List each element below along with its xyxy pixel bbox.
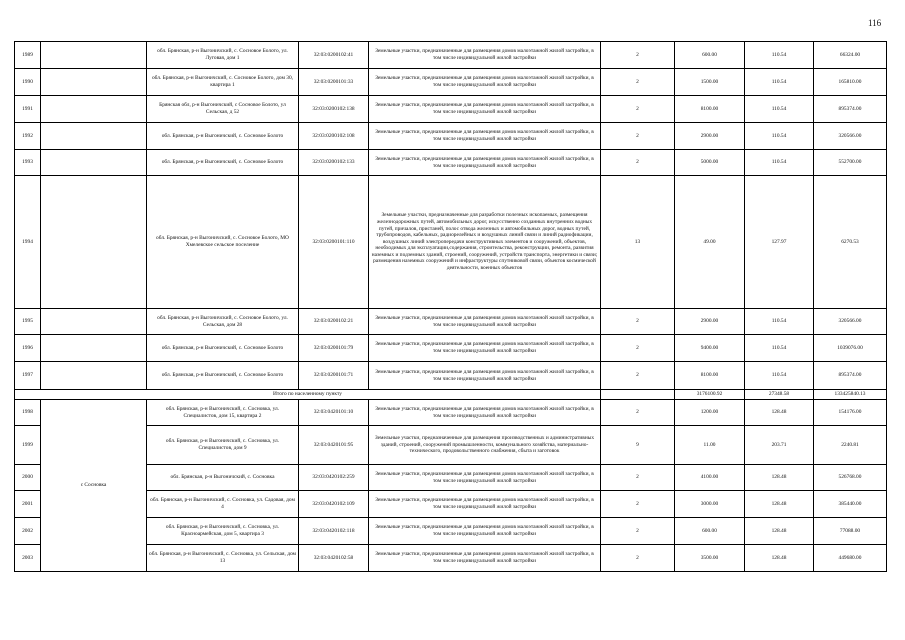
- row-number: 2002: [15, 518, 41, 545]
- cadastral-number-cell: 32:03:0200101:79: [299, 335, 369, 362]
- group-cell: 2: [601, 491, 675, 518]
- group-cell: 13: [601, 176, 675, 309]
- land-use-cell: Земельные участки, предназначенные для размещения домов малоэтажной жилой застройки, в том числе индивидуальной жилой застройки: [369, 309, 601, 335]
- land-use-cell: Земельные участки, предназначенные для размещения домов малоэтажной жилой застройки, в том числе индивидуальной жилой застройки: [369, 400, 601, 426]
- land-use-cell: Земельные участки, предназначенные для размещения домов малоэтажной жилой застройки, в том числе индивидуальной жилой застройки: [369, 96, 601, 123]
- cadastral-number-cell: 32:03:0200101:110: [299, 176, 369, 309]
- row-number: 2001: [15, 491, 41, 518]
- rate-cell: 128.48: [745, 400, 814, 426]
- row-number: 2000: [15, 465, 41, 491]
- page-number: 116: [868, 18, 882, 28]
- row-number: 1993: [15, 150, 41, 176]
- value-cell: 1039076.00: [814, 335, 887, 362]
- value-cell: 526768.00: [814, 465, 887, 491]
- address-cell: обл. Брянская, р-н Выгоничский, с. Сосновка, ул. Садовая, дом 4: [147, 491, 299, 518]
- group-cell: 2: [601, 96, 675, 123]
- land-use-cell: Земельные участки, предназначенные для размещения домов малоэтажной жилой застройки, в том числе индивидуальной жилой застройки: [369, 150, 601, 176]
- rate-cell: 110.54: [745, 123, 814, 150]
- blank-cell: [41, 176, 147, 309]
- area-cell: 8100.00: [675, 362, 745, 390]
- row-number: 1998: [15, 400, 41, 426]
- total-label: Итого по населенному пункту: [15, 390, 601, 400]
- value-cell: 385440.00: [814, 491, 887, 518]
- area-cell: 600.00: [675, 518, 745, 545]
- row-number: 1991: [15, 96, 41, 123]
- table-row: [15, 69, 887, 96]
- table-row: [15, 123, 887, 150]
- rate-cell: 110.54: [745, 96, 814, 123]
- blank-cell: [41, 309, 147, 335]
- cadastral-number-cell: 32:03:0200102:133: [299, 150, 369, 176]
- value-cell: 895374.00: [814, 96, 887, 123]
- address-cell: обл. Брянская, р-н Выгоничский, с. Сосновое Болото, ул. Сельская, дом 28: [147, 309, 299, 335]
- cadastral-number-cell: 32:03:0200102:108: [299, 123, 369, 150]
- group-cell: 2: [601, 42, 675, 69]
- table-row: [15, 150, 887, 176]
- address-cell: обл. Брянская, р-н Выгоничский, с. Сосновое Болото, ул. Луговая, дом 1: [147, 42, 299, 69]
- cadastral-number-cell: 32:03:0420102:109: [299, 491, 369, 518]
- rate-cell: 110.54: [745, 42, 814, 69]
- address-cell: обл. Брянская, р-н Выгоничский, с. Сосновое Болото: [147, 335, 299, 362]
- cadastral-number-cell: 32:03:0200102:138: [299, 96, 369, 123]
- area-cell: 9400.00: [675, 335, 745, 362]
- value-cell: 320566.00: [814, 123, 887, 150]
- group-cell: 2: [601, 518, 675, 545]
- group-cell: 2: [601, 69, 675, 96]
- land-use-cell: Земельные участки, предназначенные для размещения домов малоэтажной жилой застройки, в том числе индивидуальной жилой застройки: [369, 69, 601, 96]
- row-number: 1994: [15, 176, 41, 309]
- table-row: [15, 96, 887, 123]
- row-number: 2003: [15, 545, 41, 572]
- row-number: 1997: [15, 362, 41, 390]
- area-cell: 49.00: [675, 176, 745, 309]
- group-cell: 2: [601, 545, 675, 572]
- rate-cell: 128.48: [745, 545, 814, 572]
- table-row: [15, 176, 887, 309]
- table-row: [15, 335, 887, 362]
- rate-cell: 128.48: [745, 491, 814, 518]
- address-cell: обл. Брянская, р-н Выгоничский, с. Сосновое Болото, дом 30, квартира 1: [147, 69, 299, 96]
- group-cell: 2: [601, 362, 675, 390]
- value-cell: 154176.00: [814, 400, 887, 426]
- value-cell: 2240.81: [814, 426, 887, 465]
- address-cell: обл. Брянская, р-н Выгоничский, с. Сосновое Болото: [147, 123, 299, 150]
- blank-cell: [41, 96, 147, 123]
- row-number: 1995: [15, 309, 41, 335]
- address-cell: обл. Брянская, р-н Выгоничский, с. Сосновка, ул. Специалистов, дом 9: [147, 426, 299, 465]
- row-number: 1996: [15, 335, 41, 362]
- address-cell: обл. Брянская, р-н Выгоничский, с. Сосновка, ул. Красноармейская, дом 5, квартира 3: [147, 518, 299, 545]
- value-cell: 66324.00: [814, 42, 887, 69]
- cadastral-number-cell: 32:03:0200102:41: [299, 42, 369, 69]
- rate-cell: 203.71: [745, 426, 814, 465]
- group-cell: 2: [601, 335, 675, 362]
- row-number: 1989: [15, 42, 41, 69]
- area-cell: 1200.00: [675, 400, 745, 426]
- cadastral-number-cell: 32:03:0200101:33: [299, 69, 369, 96]
- land-use-cell: Земельные участки, предназначенные для размещения производственных и административных зданий, строений, сооружений промышленности, коммунального хозяйства, материально-технического, продовольственного снабжения, сбыта и заготовок: [369, 426, 601, 465]
- cadastral-number-cell: 32:03:0420101:95: [299, 426, 369, 465]
- rate-cell: 110.54: [745, 362, 814, 390]
- cadastral-number-cell: 32:03:0420102:58: [299, 545, 369, 572]
- land-use-cell: Земельные участки, предназначенные для разработки полезных ископаемых, размещения железнодорожных путей, автомобильных дорог, искусственно созданных внутренних водных путей, причалов, пристаней, полос отвода железных и автомобильных дорог, водных путей, трубопроводов, кабельных, радиорелейных и воздушных линий связи и линий радиофикации, воздушных линий электропередачи конструктивных элементов и сооружений, объектов, необходимых для эксплуатации,содержания, строительства, реконструкции, ремонта, развития наземных и подземных зданий, строений, сооружений, устройств транспорта, энергетики и связи; размещения наземных сооружений и инфраструктуры спутниковой связи, объектов космической деятельности, военных объектов: [369, 176, 601, 309]
- area-cell: 3500.00: [675, 545, 745, 572]
- cadastral-number-cell: 32:03:0200101:71: [299, 362, 369, 390]
- blank-cell: [41, 335, 147, 362]
- area-cell: 600.00: [675, 42, 745, 69]
- row-number: 1999: [15, 426, 41, 465]
- area-cell: 8100.00: [675, 96, 745, 123]
- cadastral-value-table: [14, 41, 887, 572]
- address-cell: обл. Брянская, р-н Выгоничский, с. Сосновка, ул. Сельская, дом 13: [147, 545, 299, 572]
- value-cell: 6270.53: [814, 176, 887, 309]
- table-row: [15, 309, 887, 335]
- land-use-cell: Земельные участки, предназначенные для размещения домов малоэтажной жилой застройки, в том числе индивидуальной жилой застройки: [369, 123, 601, 150]
- row-number: 1990: [15, 69, 41, 96]
- blank-cell: [41, 123, 147, 150]
- value-cell: 552700.00: [814, 150, 887, 176]
- table-row: [15, 400, 887, 426]
- address-cell: обл. Брянская, р-н Выгоничский, с. Сосновое Болото: [147, 362, 299, 390]
- address-cell: обл. Брянская, р-н Выгоничский, с. Сосновка: [147, 465, 299, 491]
- value-cell: 77088.00: [814, 518, 887, 545]
- area-cell: 5000.00: [675, 150, 745, 176]
- value-cell: 165810.00: [814, 69, 887, 96]
- blank-cell: [41, 69, 147, 96]
- total-area: 3176100.92: [675, 390, 745, 400]
- total-row: [15, 390, 887, 400]
- group-cell: 2: [601, 400, 675, 426]
- group-cell: 9: [601, 426, 675, 465]
- row-number: 1992: [15, 123, 41, 150]
- rate-cell: 127.97: [745, 176, 814, 309]
- total-value: 133425840.13: [814, 390, 887, 400]
- value-cell: 449680.00: [814, 545, 887, 572]
- blank-cell: [601, 390, 675, 400]
- rate-cell: 110.54: [745, 150, 814, 176]
- group-cell: 2: [601, 123, 675, 150]
- rate-cell: 110.54: [745, 309, 814, 335]
- rate-cell: 128.48: [745, 465, 814, 491]
- address-cell: обл. Брянская, р-н Выгоничский, с. Сосновое Болото, МО Хмелевское сельское поселение: [147, 176, 299, 309]
- land-use-cell: Земельные участки, предназначенные для размещения домов малоэтажной жилой застройки, в том числе индивидуальной жилой застройки: [369, 518, 601, 545]
- group-cell: 2: [601, 150, 675, 176]
- rate-cell: 110.54: [745, 69, 814, 96]
- area-cell: 2900.00: [675, 309, 745, 335]
- value-cell: 320566.00: [814, 309, 887, 335]
- total-rate: 27348.58: [745, 390, 814, 400]
- rate-cell: 110.54: [745, 335, 814, 362]
- land-use-cell: Земельные участки, предназначенные для размещения домов малоэтажной жилой застройки, в том числе индивидуальной жилой застройки: [369, 491, 601, 518]
- cadastral-number-cell: 32:03:0200102:21: [299, 309, 369, 335]
- cadastral-number-cell: 32:03:0420102:118: [299, 518, 369, 545]
- table-row: [15, 362, 887, 390]
- land-use-cell: Земельные участки, предназначенные для размещения домов малоэтажной жилой застройки, в том числе индивидуальной жилой застройки: [369, 335, 601, 362]
- address-cell: обл. Брянская, р-н Выгоничский, с. Сосновое Болото: [147, 150, 299, 176]
- area-cell: 2900.00: [675, 123, 745, 150]
- area-cell: 11.00: [675, 426, 745, 465]
- settlement-name: с Сосновка: [41, 400, 147, 572]
- land-use-cell: Земельные участки, предназначенные для размещения домов малоэтажной жилой застройки, в том числе индивидуальной жилой застройки: [369, 545, 601, 572]
- land-use-cell: Земельные участки, предназначенные для размещения домов малоэтажной жилой застройки, в том числе индивидуальной жилой застройки: [369, 42, 601, 69]
- group-cell: 2: [601, 465, 675, 491]
- address-cell: обл. Брянская, р-н Выгоничский, с. Сосновка, ул. Специалистов, дом 15, квартира 2: [147, 400, 299, 426]
- area-cell: 1500.00: [675, 69, 745, 96]
- rate-cell: 128.48: [745, 518, 814, 545]
- group-cell: 2: [601, 309, 675, 335]
- blank-cell: [41, 150, 147, 176]
- area-cell: 3000.00: [675, 491, 745, 518]
- value-cell: 895374.00: [814, 362, 887, 390]
- table-row: [15, 42, 887, 69]
- land-use-cell: Земельные участки, предназначенные для размещения домов малоэтажной жилой застройки, в том числе индивидуальной жилой застройки: [369, 362, 601, 390]
- blank-cell: [41, 42, 147, 69]
- area-cell: 4100.00: [675, 465, 745, 491]
- land-use-cell: Земельные участки, предназначенные для размещения домов малоэтажной жилой застройки, в том числе индивидуальной жилой застройки: [369, 465, 601, 491]
- address-cell: Брянская обл, р-н Выгоничский, с Сосновое Болото, ул Сельская, д 52: [147, 96, 299, 123]
- blank-cell: [41, 362, 147, 390]
- cadastral-number-cell: 32:03:0420102:259: [299, 465, 369, 491]
- cadastral-number-cell: 32:03:0420101:10: [299, 400, 369, 426]
